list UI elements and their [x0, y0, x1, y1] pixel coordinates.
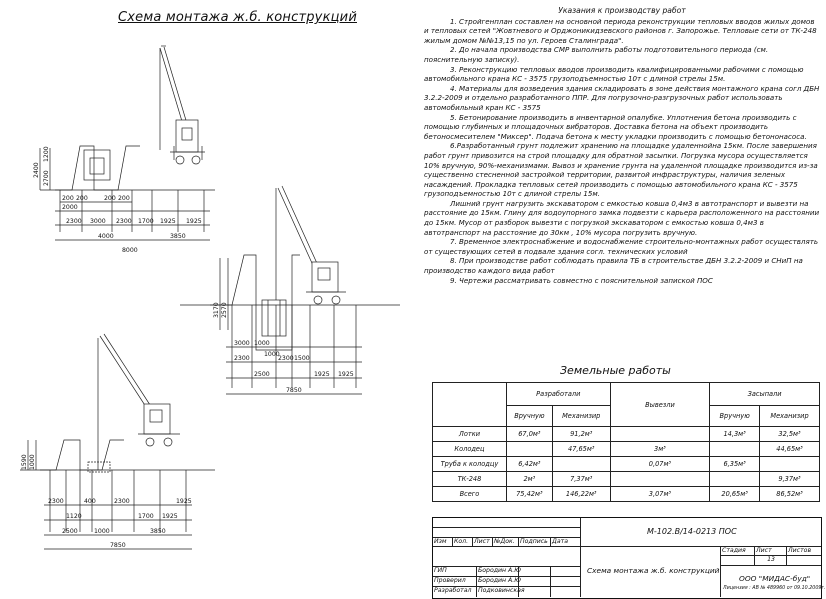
- cell: [610, 472, 710, 487]
- cell: 14,3м³: [710, 427, 760, 442]
- note-2: 2. До начала производства СМР выполнить работы подготовительного периода (см. пояснительную записку).: [424, 45, 769, 64]
- row-name: Колодец: [433, 442, 507, 457]
- s1-vert-1: 1200: [43, 146, 50, 162]
- notes-title: Указания к производству работ: [558, 6, 686, 15]
- s2-dim-2: 2300: [278, 355, 294, 362]
- s2-dim-1: 2500: [254, 371, 270, 378]
- col-header-list: Лист: [473, 538, 493, 547]
- cell: 44,65м³: [760, 442, 820, 457]
- cell: [710, 442, 760, 457]
- note-3: 3. Реконструкцию тепловых вводов производить квалифицированными рабочими с помощью автомобильного крана КС - 3575 грузоподъемностью 10т с длиной стрелы 15м.: [424, 64, 804, 84]
- scheme-3: [20, 334, 215, 549]
- cell: 2м³: [506, 472, 552, 487]
- s1-small-2: 200: [104, 195, 116, 202]
- s2-dim-4: 1925: [314, 371, 330, 378]
- cell: [506, 442, 552, 457]
- s3-mid-2: 3850: [150, 528, 166, 535]
- note-4: 4. Материалы для возведения здания складировать в зоне действия монтажного крана согл ДБН 3.2.2-2009 и отдельно разработанного ППР. Для погрузочно-разгрузочных работ использовать автомобильный кран КС - 3575: [424, 83, 820, 112]
- row-name: Всего: [433, 487, 507, 502]
- s2-total: 7850: [286, 387, 302, 394]
- license-text: Лицензия : АВ № 489960 от 09.10.2009г.: [723, 586, 826, 591]
- cell: 146,22м³: [552, 487, 610, 502]
- row-name: ТК-248: [433, 472, 507, 487]
- col-header-doc: №Док.: [493, 538, 519, 547]
- role-developed: Разработал: [433, 587, 477, 597]
- earthworks-title: Земельные работы: [560, 364, 671, 377]
- document-code: М-102.В/14-0213 ПОС: [647, 527, 737, 536]
- cell: 67,0м³: [506, 427, 552, 442]
- note-9: 9. Чертежи рассматривать совместно с пояснительной запиской ПОС: [450, 275, 713, 285]
- cell: [760, 457, 820, 472]
- s2-vert-0: 3170: [213, 302, 220, 318]
- role-gip: ГИП: [433, 567, 477, 577]
- title-block: [432, 517, 826, 599]
- drawing-title: Схема монтажа ж.б. конструкций: [118, 10, 357, 25]
- name-checked: Бородин А.Ю: [477, 577, 519, 587]
- name-gip: Бородин А.Ю: [477, 567, 519, 577]
- s3-dim-6: 1925: [176, 498, 192, 505]
- name-developed: Подковинская: [477, 587, 519, 597]
- company-name: ООО "МИДАС-буд": [739, 574, 811, 583]
- s1-dim-0: 2000: [62, 204, 78, 211]
- sheet-title: Схема монтажа ж.б. конструкций: [587, 566, 720, 575]
- cell: 75,42м³: [506, 487, 552, 502]
- s1-small-0: 200: [62, 195, 74, 202]
- sheet-label: Лист: [755, 547, 787, 556]
- s1-vert-0: 2400: [33, 162, 40, 178]
- cell: [710, 472, 760, 487]
- s3-dim-4: 1700: [138, 513, 154, 520]
- col-header-kol: Кол.: [453, 538, 473, 547]
- note-7: 7. Временное электроснабжение и водоснабжение строительно-монтажных работ осуществлять от существующих сетей в подвале здания согл. технических условий: [424, 237, 819, 256]
- s1-mid-1: 3850: [170, 233, 186, 240]
- group-header: Разработали: [506, 383, 610, 406]
- subheader: Механизир: [552, 406, 610, 427]
- note-6b: Лишний грунт нагрузить экскаватором с емкостью ковша 0,4м3 в автотранспорт и вывезти на расстояние до 15км. Глину для водоупорного замка подвезти с карьера расположенного на расстоянии до 15км. Мусор от разборок вывезти с погрузкой экскаватором с емкостью ковша 0,4м3 в автотранспорт на расстояние до 30км , 10% мусора погрузить вручную.: [424, 198, 820, 237]
- row-name: Труба к колодцу: [433, 457, 507, 472]
- s3-vert-1: 1000: [29, 454, 36, 470]
- s3-dim-1: 1120: [66, 513, 82, 520]
- subheader: Вручную: [506, 406, 552, 427]
- cell: 20,65м³: [710, 487, 760, 502]
- table-row: [433, 427, 820, 442]
- cell: [552, 457, 610, 472]
- table-row: [433, 442, 820, 457]
- note-6: 6.Разработанный грунт подлежит хранению на площадке удаленнойна 15км. После завершения работ грунт привозится на строй площадку для обратной засыпки. Погрузка мусора осуществляется 10% вручную, 90%-механизмами. Вывоз и хранение грунта на удаленной площадке производится из-за существенно стесненной застройкой территории, развитой инфраструктуры, наличия зеленых насаждений. Прокладка тепловых сетей производить с помощью автомобильного крана КС - 3575 грузоподъемностью 10т с длиной стрелы 15м.: [424, 141, 818, 199]
- group-header: Засыпали: [710, 383, 820, 406]
- cell: 0,07м³: [610, 457, 710, 472]
- s1-vert-2: 2700: [43, 170, 50, 186]
- s3-dim-3: 2300: [114, 498, 130, 505]
- sheet-number: 13: [755, 556, 787, 566]
- work-instructions: [424, 6, 820, 285]
- cell: 7,37м³: [552, 472, 610, 487]
- row-name: Лотки: [433, 427, 507, 442]
- table-corner: [433, 383, 507, 427]
- table-row: [433, 472, 820, 487]
- col-header-date: Дата: [551, 538, 581, 547]
- cell: 86,52м³: [760, 487, 820, 502]
- s1-small-3: 200: [118, 195, 130, 202]
- table-row: [433, 457, 820, 472]
- scheme-2: [180, 186, 400, 394]
- cell: 3м³: [610, 442, 710, 457]
- s1-dim-1: 2300: [66, 218, 82, 225]
- s2-dim-5: 1925: [338, 371, 354, 378]
- note-1: 1. Стройгенплан составлен на основной периода реконструкции тепловых вводов жилых домов и тепловых сетей "Жовтневого и Орджоникидзевского районов г. Запорожье. Тепловые сети от ТК-248 жилым домом №№13,15 по ул. Героев Сталинграда".: [424, 16, 817, 45]
- s3-vert-0: 1590: [21, 454, 28, 470]
- note-8: 8. При производстве работ соблюдать правила ТБ в строительстве ДБН 3.2.2-2009 и СНиП на производство каждого вида работ: [424, 256, 803, 276]
- cell: 91,2м³: [552, 427, 610, 442]
- s3-mid-1: 1000: [94, 528, 110, 535]
- s1-small-1: 200: [76, 195, 88, 202]
- col-header-izm: Изм: [433, 538, 453, 547]
- table-row: [433, 487, 820, 502]
- col-header-sign: Подпись: [519, 538, 551, 547]
- s1-dim-3: 2300: [116, 218, 132, 225]
- role-checked: Проверил: [433, 577, 477, 587]
- s3-dim-0: 2300: [48, 498, 64, 505]
- cell: 9,37м³: [760, 472, 820, 487]
- s1-dim-5: 1925: [160, 218, 176, 225]
- s1-mid-0: 4000: [98, 233, 114, 240]
- cell: [610, 427, 710, 442]
- s3-total: 7850: [110, 542, 126, 549]
- subheader: Вручную: [710, 406, 760, 427]
- s3-mid-0: 2500: [62, 528, 78, 535]
- cell: 3,07м³: [610, 487, 710, 502]
- s1-dim-6: 1925: [186, 218, 202, 225]
- cell: 47,65м³: [552, 442, 610, 457]
- cell: 6,42м³: [506, 457, 552, 472]
- s3-dim-2: 400: [84, 498, 96, 505]
- earthworks-table: [432, 382, 820, 502]
- cell: 6,35м³: [710, 457, 760, 472]
- s2-dim-3: 1500: [294, 355, 310, 362]
- stage-label: Стадия: [721, 547, 755, 556]
- cell: 32,5м³: [760, 427, 820, 442]
- s3-dim-5: 1925: [162, 513, 178, 520]
- sheets-label: Листов: [787, 547, 821, 556]
- s2-mid-0: 3000: [234, 340, 250, 347]
- s1-dim-2: 3000: [90, 218, 106, 225]
- subheader: Механизир: [760, 406, 820, 427]
- group-header: Вывезли: [610, 383, 710, 427]
- s2-dim-0: 2300: [234, 355, 250, 362]
- s2-vert-1: 2570: [221, 302, 228, 318]
- s1-dim-4: 1700: [138, 218, 154, 225]
- s2-mid-2: 1000: [264, 351, 280, 358]
- note-5: 5. Бетонирование производить в инвентарной опалубке. Уплотнения бетона производить с помощью глубинных и площадочных вибраторов. Доставка бетона на объект производить бетоносмесителем "Миксер". Подача бетона к месту укладки производить с помощью бетононасоса.: [424, 112, 807, 141]
- s2-mid-1: 1000: [254, 340, 270, 347]
- s1-total: 8000: [122, 247, 138, 254]
